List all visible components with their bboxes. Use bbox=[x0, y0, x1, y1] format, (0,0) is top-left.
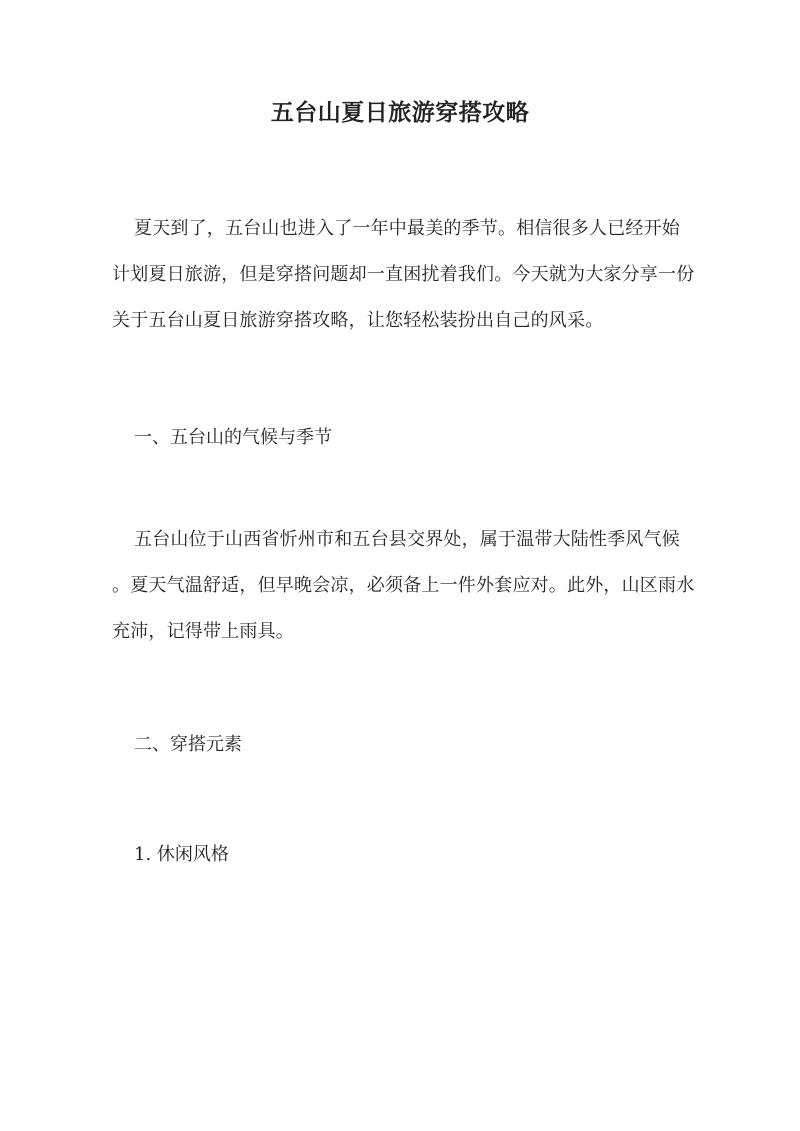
climate-line-2: 。夏天气温舒适，但早晚会凉，必须备上一件外套应对。此外，山区雨水 bbox=[112, 575, 695, 596]
climate-line-1: 五台山位于山西省忻州市和五台县交界处，属于温带大陆性季风气候 bbox=[134, 529, 680, 550]
intro-line-1: 夏天到了，五台山也进入了一年中最美的季节。相信很多人已经开始 bbox=[134, 218, 680, 239]
intro-line-2: 计划夏日旅游，但是穿搭问题却一直困扰着我们。今天就为大家分享一份 bbox=[112, 264, 695, 285]
intro-line-3: 关于五台山夏日旅游穿搭攻略，让您轻松装扮出自己的风采。 bbox=[112, 310, 604, 331]
list-item-casual-style: 1. 休闲风格 bbox=[134, 844, 229, 865]
section-heading-climate: 一、五台山的气候与季节 bbox=[134, 427, 332, 448]
section-heading-outfit: 二、穿搭元素 bbox=[134, 734, 242, 755]
intro-paragraph bbox=[112, 206, 716, 344]
document-title: 五台山夏日旅游穿搭攻略 bbox=[270, 99, 530, 126]
climate-paragraph bbox=[112, 517, 716, 655]
climate-line-3: 充沛，记得带上雨具。 bbox=[112, 621, 294, 642]
